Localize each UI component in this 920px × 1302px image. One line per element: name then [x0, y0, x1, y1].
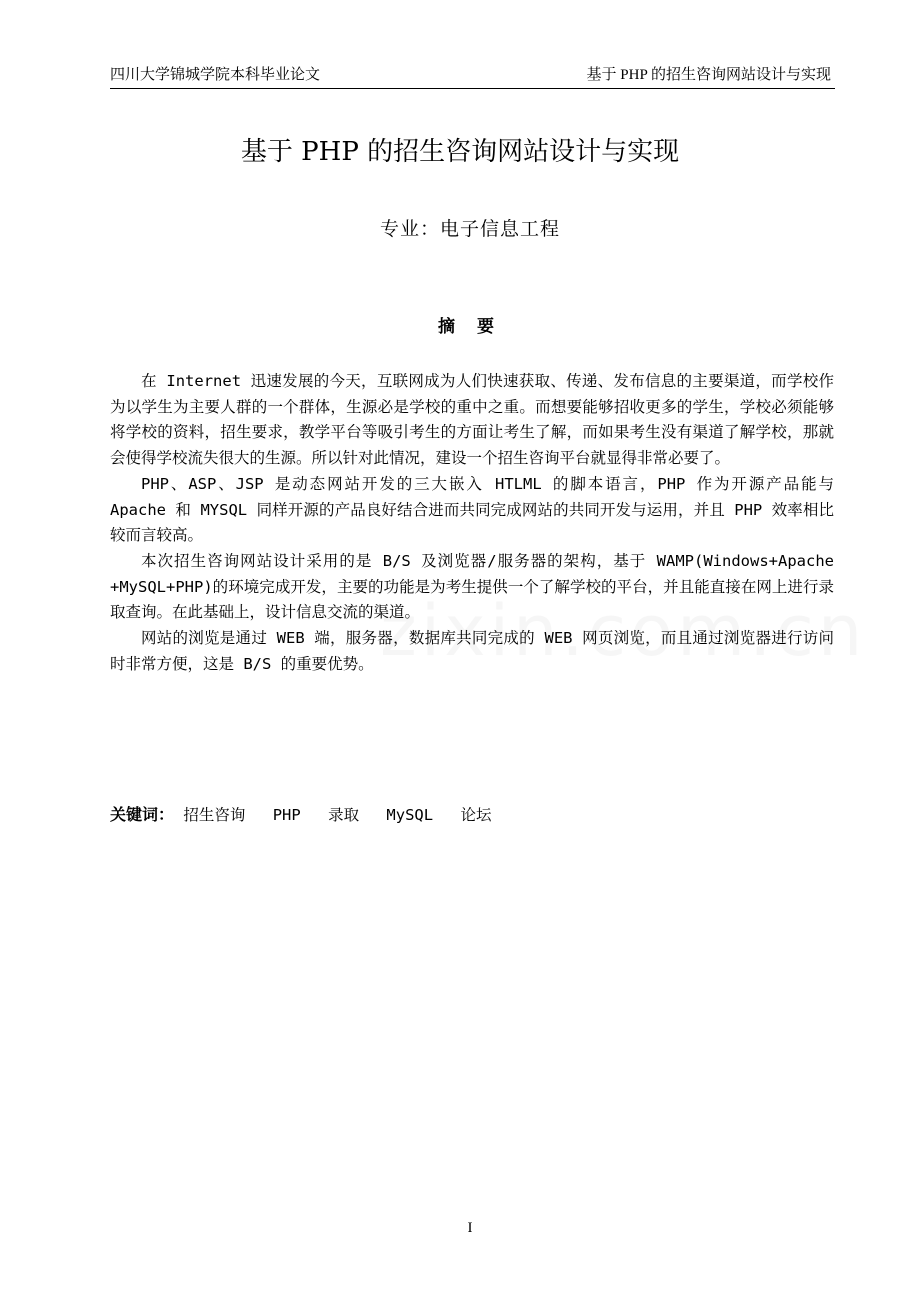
- keywords-label: 关键词：: [110, 805, 175, 824]
- thesis-title: 基于 PHP 的招生咨询网站设计与实现: [240, 137, 680, 167]
- keyword: 招生咨询: [183, 806, 246, 824]
- page-number: I: [467, 1220, 473, 1236]
- running-header: [110, 64, 835, 89]
- keyword: PHP: [272, 806, 301, 824]
- keyword: MySQL: [386, 806, 434, 824]
- header-institution: 四川大学锦城学院本科毕业论文: [110, 67, 321, 83]
- abstract-paragraph: 网站的浏览是通过 WEB 端，服务器，数据库共同完成的 WEB 网页浏览，而且通过浏览器进行访问时非常方便，这是 B/S 的重要优势。: [110, 629, 834, 673]
- header-thesis-title: 基于 PHP 的招生咨询网站设计与实现: [586, 67, 831, 83]
- keywords-line: [110, 802, 834, 828]
- keyword: 论坛: [460, 806, 492, 824]
- abstract-heading: 摘 要: [438, 317, 502, 337]
- abstract-paragraph: PHP、ASP、JSP 是动态网站开发的三大嵌入 HTLML 的脚本语言，PHP 作为开源产品能与 Apache 和 MYSQL 同样开源的产品良好结合进而共同完成网站的共同开发与运用，并且 PHP 效率相比较而言较高。: [110, 474, 834, 545]
- abstract-paragraph: 本次招生咨询网站设计采用的是 B/S 及浏览器/服务器的架构，基于 WAMP(Windows+Apache +MySQL+PHP)的环境完成开发，主要的功能是为考生提供一个了解学校的平台，并且能直接在网上进行录取查询。在此基础上，设计信息交流的渠道。: [110, 551, 834, 622]
- major-line: 专业：电子信息工程: [379, 218, 560, 240]
- abstract-paragraph: 在 Internet 迅速发展的今天，互联网成为人们快速获取、传递、发布信息的主要渠道，而学校作为以学生为主要人群的一个群体，生源必是学校的重中之重。而想要能够招收更多的学生，学校必须能够将学校的资料，招生要求，教学平台等吸引考生的方面让考生了解，而如果考生没有渠道了解学校，那就会使得学校流失很大的生源。所以针对此情况，建设一个招生咨询平台就显得非常必要了。: [110, 372, 834, 468]
- keyword: 录取: [328, 806, 360, 824]
- abstract-body: [110, 369, 834, 677]
